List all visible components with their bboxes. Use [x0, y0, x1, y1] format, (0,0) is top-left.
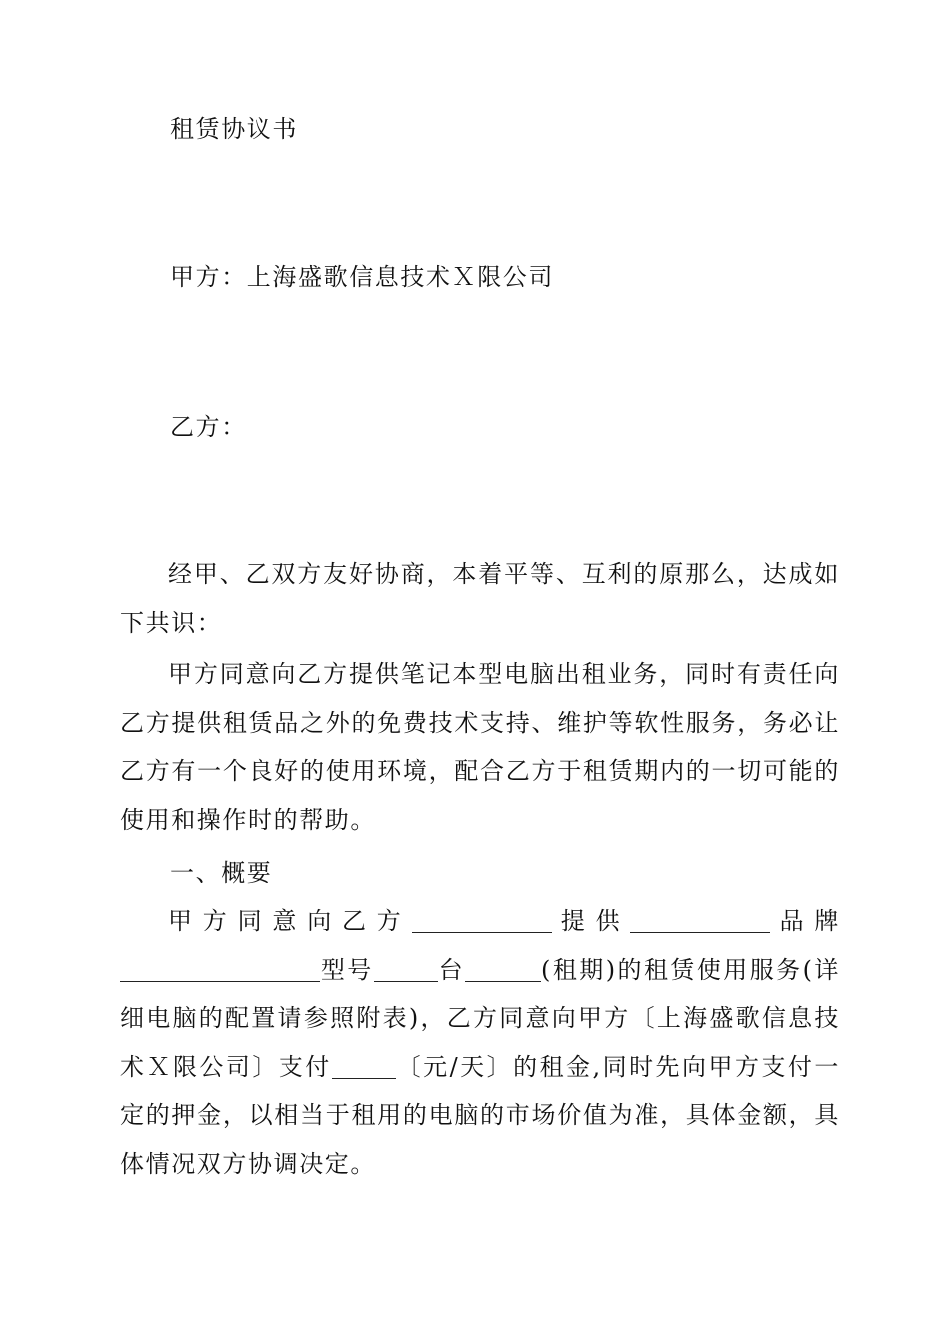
blank-quantity[interactable] — [465, 957, 541, 982]
preamble-paragraph: 经甲、乙双方友好协商，本着平等、互利的原那么，达成如下共识： — [120, 560, 840, 637]
summary-text-2: 提供 — [551, 907, 631, 935]
summary-text-3: 品牌 — [770, 907, 841, 935]
summary-paragraph — [120, 897, 840, 1188]
summary-text-5: 台 — [437, 955, 466, 984]
summary-text-7: 〔元/天〕的租金,同时先向甲方支付一定的押金，以相当于租用的电脑的市场价值为准，具体金额，具体情况双方协调决定。 — [120, 1052, 840, 1178]
summary-text-1: 甲方同意向乙方 — [168, 907, 412, 935]
blank-model[interactable] — [374, 957, 438, 982]
service-paragraph: 甲方同意向乙方提供笔记本型电脑出租业务，同时有责任向乙方提供租赁品之外的免费技术支持、维护等软性服务，务必让乙方有一个良好的使用环境，配合乙方于租赁期内的一切可能的使用和操作时的帮助。 — [120, 660, 840, 834]
party-b-line: 乙方： — [170, 413, 247, 441]
party-a-line: 甲方：上海盛歌信息技术Ｘ限公司 — [170, 263, 554, 291]
summary-text-4: 型号 — [320, 955, 374, 984]
blank-brand[interactable] — [120, 957, 320, 982]
section-1-heading: 一、概要 — [170, 859, 273, 887]
blank-item[interactable] — [630, 908, 770, 933]
blank-daily-rent[interactable] — [332, 1054, 396, 1079]
document-title: 租赁协议书 — [170, 115, 298, 143]
summary-text-6: (租期)的租赁使用服务(详细电脑的配置请参照附表)，乙方同意向甲方〔上海盛歌信息技术Ｘ限公司〕支付 — [120, 955, 841, 1081]
blank-lessee[interactable] — [412, 908, 552, 933]
